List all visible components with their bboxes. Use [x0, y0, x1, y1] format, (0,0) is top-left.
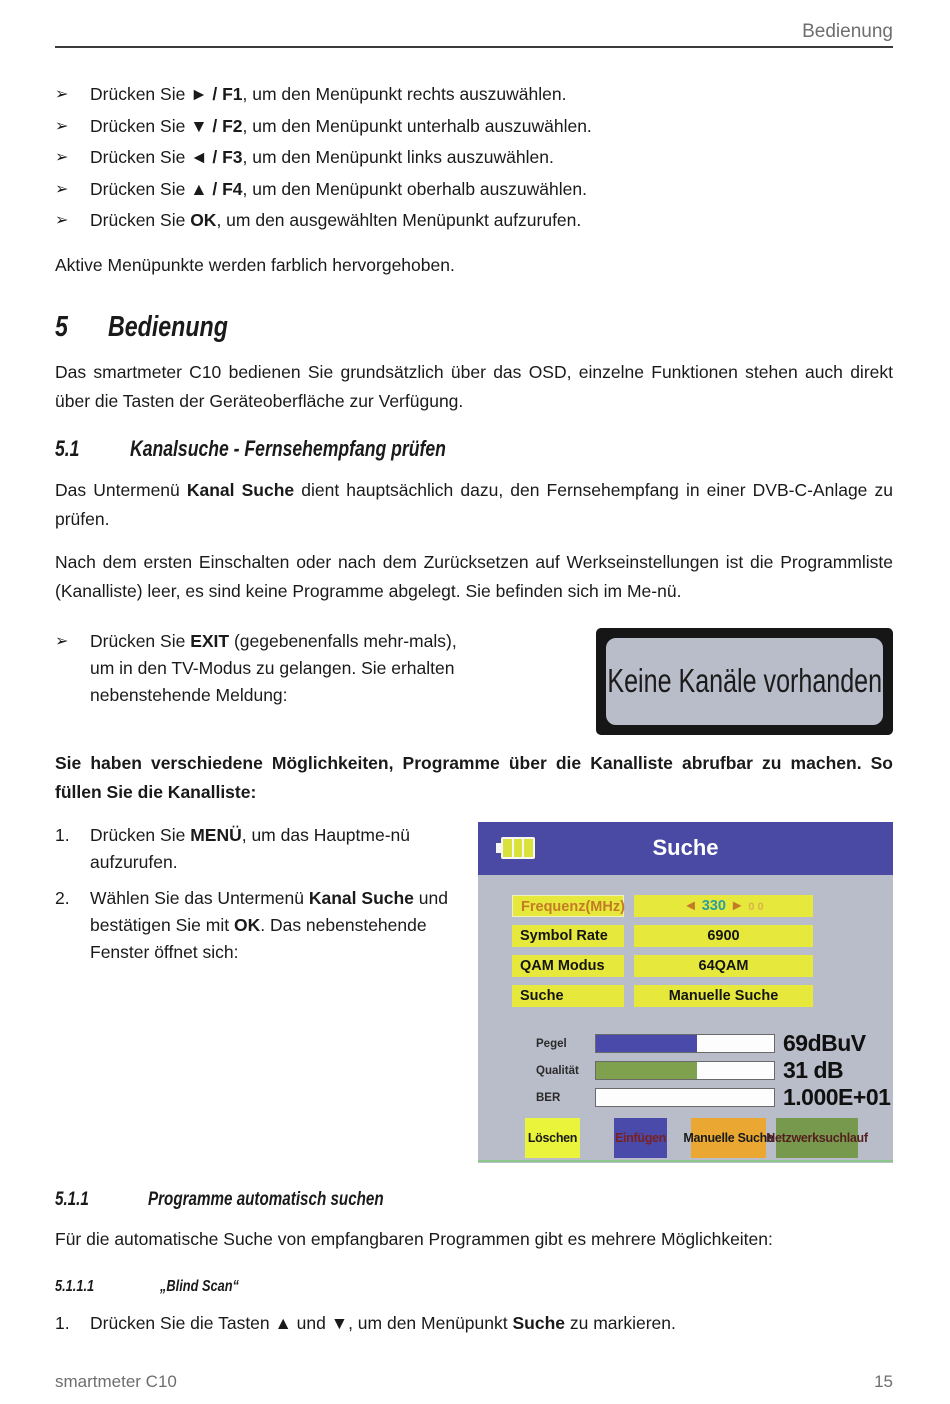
einfuegen-button[interactable]: Einfügen [614, 1118, 667, 1158]
osd-button-row [478, 1118, 893, 1158]
form-row-qam [478, 955, 893, 977]
header-title: Bedienung [802, 21, 893, 42]
final-step-item [55, 1310, 893, 1337]
section-5-heading [55, 311, 893, 344]
exit-note-text: Drücken Sie EXIT (gegebenenfalls mehr-mals), um in den TV-Modus zu gelangen. Sie erhalten nebenstehende Meldung: [90, 630, 457, 705]
list-item [55, 79, 893, 111]
no-channels-message-box [596, 628, 893, 735]
step-text: Drücken Sie MENÜ, um das Hauptme-nü aufzurufen. [90, 824, 410, 872]
battery-cell [514, 839, 523, 857]
frequenz-label-box[interactable]: Frequenz(MHz) [512, 895, 624, 917]
list-item-text: Drücken Sie ► / F1, um den Menüpunkt rechts auszuwählen. [90, 84, 567, 104]
step-number: 1. [55, 1312, 70, 1333]
osd-header-bar [478, 822, 893, 875]
qam-label-box[interactable]: QAM Modus [512, 955, 624, 977]
step-item [55, 885, 475, 966]
list-item-text: Drücken Sie ▼ / F2, um den Menüpunkt unterhalb auszuwählen. [90, 115, 592, 136]
qam-value-box[interactable]: 64QAM [634, 955, 813, 977]
section-number: 5.1 [55, 435, 80, 461]
exit-note-row [55, 628, 893, 735]
arrow-bullet-icon: ➢ [55, 180, 69, 198]
suche-value-box[interactable]: Manuelle Suche [634, 985, 813, 1007]
ber-value: 1.000E+01 [783, 1084, 891, 1110]
qualitaet-bar [595, 1061, 775, 1080]
footer-page-number: 15 [874, 1372, 893, 1391]
netzwerksuchlauf-button[interactable]: Netzwerksuchlauf [776, 1118, 858, 1158]
osd-bottom-line [478, 1160, 893, 1162]
meter-row-ber [478, 1084, 893, 1110]
message-box-text: Keine Kanäle vorhanden [607, 662, 882, 699]
arrow-bullet-icon: ➢ [55, 212, 69, 229]
section-51-heading [55, 436, 893, 462]
form-row-suche [478, 985, 893, 1007]
list-item-text: Drücken Sie OK, um den ausgewählten Menüpunkt aufzurufen. [90, 210, 582, 230]
section-title: „Blind Scan“ [160, 1277, 239, 1295]
right-arrow-icon[interactable]: ► [729, 897, 745, 914]
section-5-paragraph: Das smartmeter C10 bedienen Sie grundsätzlich über das OSD, einzelne Funktionen stehen auch direkt über die Tasten der Geräteoberfläche zur Verfügung. [55, 361, 893, 411]
osd-title: Suche [652, 835, 719, 860]
frequenz-value: 330 [701, 897, 726, 914]
manuelle-suche-button[interactable]: Manuelle Suche [691, 1118, 766, 1158]
meter-row-qualitaet [478, 1057, 893, 1083]
list-item-text: Drücken Sie ▲ / F4, um den Menüpunkt oberhalb auszuwählen. [90, 178, 587, 199]
key-instruction-list [55, 79, 893, 237]
meter-row-pegel [478, 1030, 893, 1056]
arrow-bullet-icon: ➢ [55, 149, 69, 166]
section-title: Bedienung [108, 310, 228, 343]
meter-label: Qualität [536, 1064, 579, 1077]
section-5111-heading [55, 1278, 893, 1296]
loeschen-button[interactable]: Löschen [525, 1118, 580, 1158]
steps-row [55, 822, 893, 1163]
arrow-bullet-icon: ➢ [55, 86, 69, 103]
ber-bar [595, 1088, 775, 1107]
frequenz-ghost-digits: 0 0 [748, 900, 764, 913]
meter-label: BER [536, 1091, 561, 1104]
step-number: 1. [55, 824, 70, 845]
page-header [55, 20, 893, 48]
list-item [55, 205, 893, 237]
symbolrate-value-box[interactable]: 6900 [634, 925, 813, 947]
list-item [55, 174, 893, 206]
section-51-paragraph-2: Nach dem ersten Einschalten oder nach dem Zurücksetzen auf Werkseinstellungen ist die Programmliste (Kanalliste) leer, es sind keine Programme abgelegt. Sie befinden sich im Me-nü. [55, 551, 893, 601]
list-item-text: Drücken Sie ◄ / F3, um den Menüpunkt links auszuwählen. [90, 147, 554, 167]
step-text: Drücken Sie die Tasten ▲ und ▼, um den Menüpunkt Suche zu markieren. [90, 1312, 676, 1333]
list-item [55, 142, 893, 174]
section-number: 5.1.1.1 [55, 1277, 95, 1295]
left-arrow-icon[interactable]: ◄ [683, 897, 698, 914]
osd-screenshot [478, 822, 893, 1163]
section-title: Kanalsuche - Fernsehempfang prüfen [130, 435, 446, 461]
exit-note [55, 628, 475, 709]
header-rule [55, 46, 893, 48]
list-item [55, 111, 893, 143]
battery-icon [501, 837, 535, 859]
active-note: Aktive Menüpunkte werden farblich hervorgehoben. [55, 254, 455, 275]
pegel-value: 69dBuV [783, 1030, 866, 1056]
pegel-bar-fill [596, 1035, 697, 1052]
step-number: 2. [55, 887, 70, 908]
osd-form [478, 875, 893, 1007]
suche-label-box[interactable]: Suche [512, 985, 624, 1007]
qualitaet-bar-fill [596, 1062, 697, 1079]
message-box-inner [604, 636, 885, 727]
symbolrate-label-box[interactable]: Symbol Rate [512, 925, 624, 947]
frequenz-value-box[interactable] [634, 895, 813, 917]
section-51-paragraph-1: Das Untermenü Kanal Suche dient hauptsächlich dazu, den Fernsehempfang in einer DVB-C-Anlage zu prüfen. [55, 479, 893, 529]
bold-paragraph: Sie haben verschiedene Möglichkeiten, Programme über die Kanalliste abrufbar zu machen. So füllen Sie die Kanalliste: [55, 752, 893, 802]
step-item [55, 822, 475, 876]
meter-label: Pegel [536, 1037, 567, 1050]
section-511-heading [55, 1189, 893, 1211]
section-number: 5.1.1 [55, 1188, 89, 1210]
section-title: Programme automatisch suchen [148, 1188, 384, 1210]
form-row-frequenz [478, 895, 893, 917]
page-footer [55, 1372, 893, 1392]
battery-cell [503, 839, 512, 857]
pegel-bar [595, 1034, 775, 1053]
arrow-bullet-icon: ➢ [55, 632, 69, 650]
arrow-bullet-icon: ➢ [55, 117, 69, 135]
osd-meters [478, 1015, 893, 1108]
footer-product-name: smartmeter C10 [55, 1372, 177, 1391]
battery-cell [524, 839, 533, 857]
qualitaet-value: 31 dB [783, 1057, 844, 1083]
steps-list [55, 822, 475, 975]
step-text: Wählen Sie das Untermenü Kanal Suche und bestätigen Sie mit OK. Das nebenstehende Fenster öffnet sich: [90, 887, 448, 962]
section-511-paragraph: Für die automatische Suche von empfangbaren Programmen gibt es mehrere Möglichkeiten: [55, 1228, 773, 1249]
form-row-symbolrate [478, 925, 893, 947]
section-number: 5 [55, 310, 68, 343]
